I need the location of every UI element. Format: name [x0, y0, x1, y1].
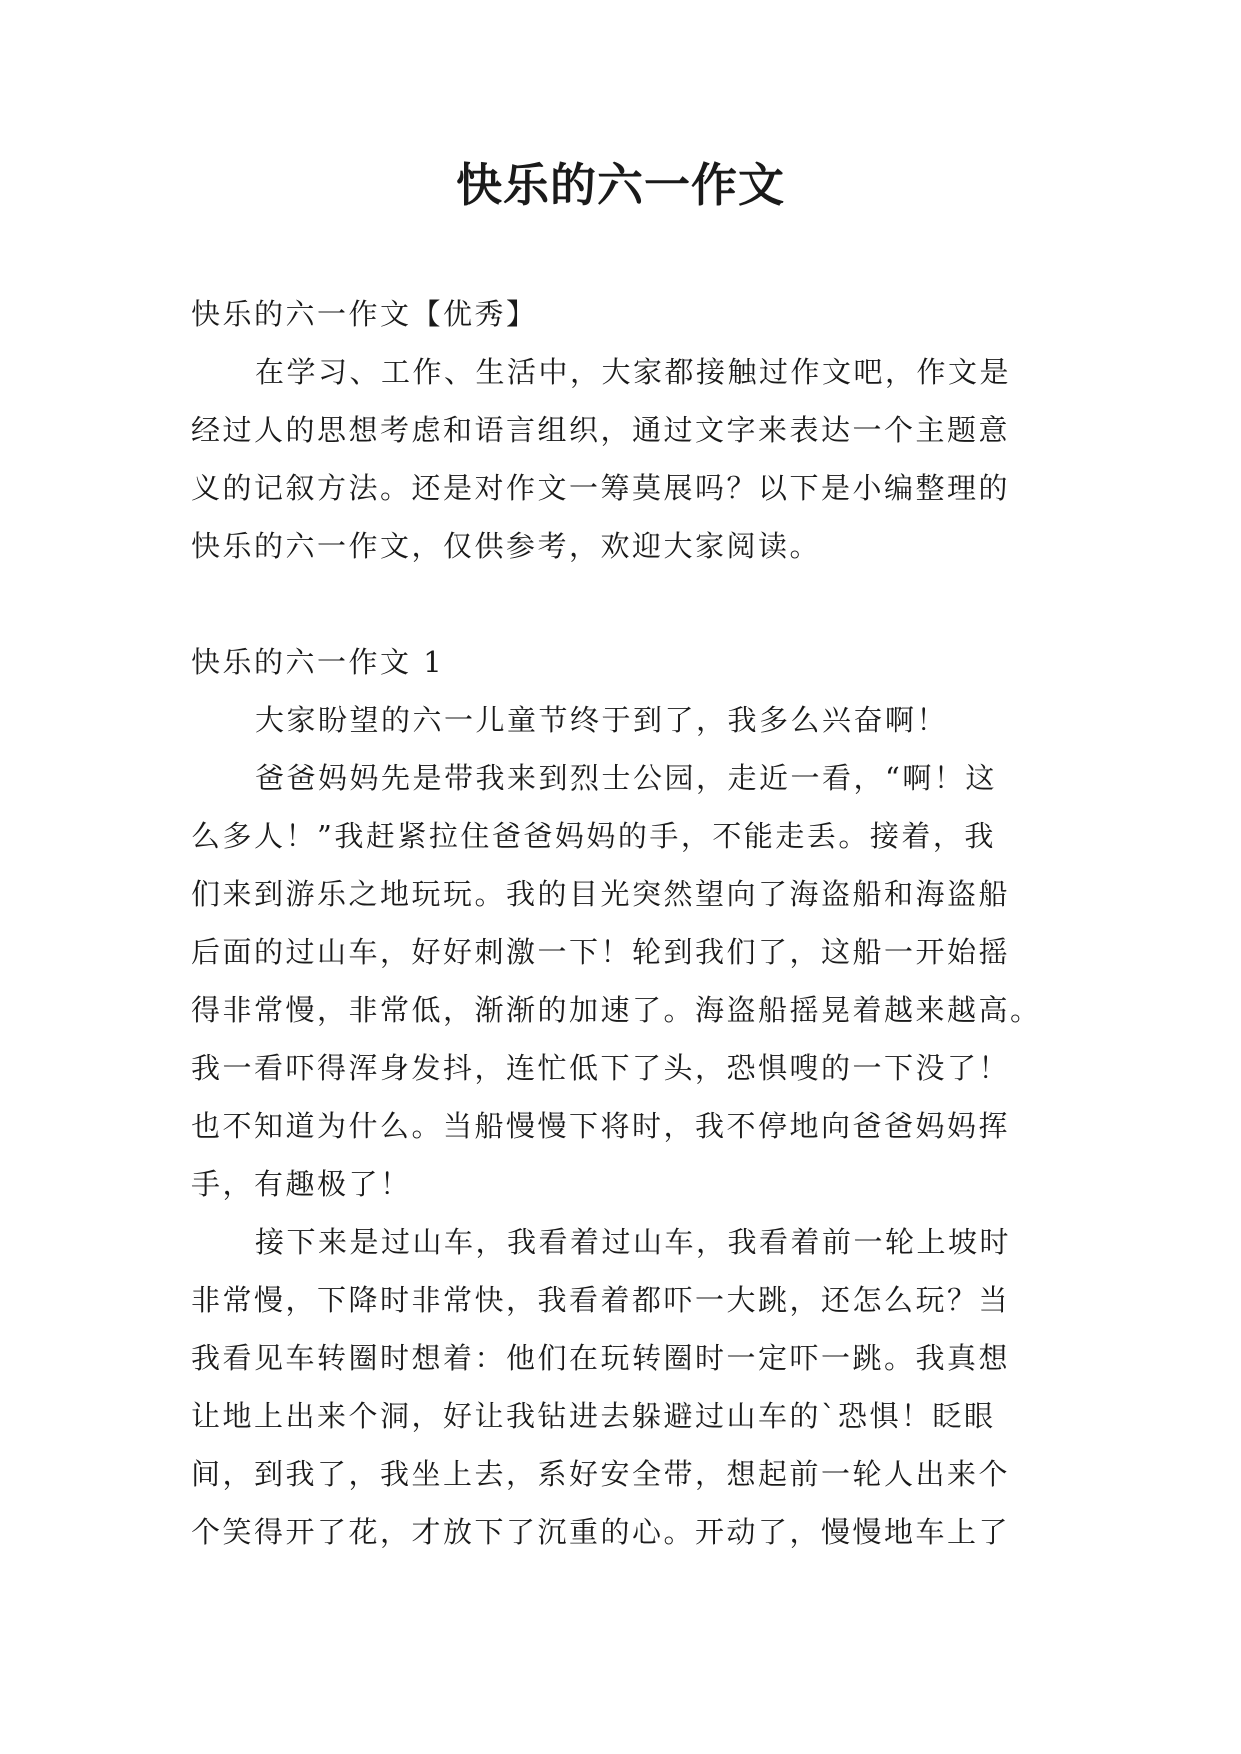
paragraph-line: 非常慢，下降时非常快，我看着都吓一大跳，还怎么玩？当: [191, 1283, 1011, 1317]
paragraph-line: 在学习、工作、生活中，大家都接触过作文吧，作文是: [255, 355, 1012, 389]
intro-paragraph: [191, 343, 1051, 575]
paragraph-line: 个笑得开了花，才放下了沉重的心。开动了，慢慢地车上了: [191, 1515, 1011, 1549]
paragraph-line: 爸爸妈妈先是带我来到烈士公园，走近一看，“啊！这: [255, 761, 997, 795]
section-spacer: [191, 575, 1051, 633]
paragraph-line: 经过人的思想考虑和语言组织，通过文字来表达一个主题意: [191, 413, 1011, 447]
document-body: [191, 285, 1051, 1561]
intro-heading: 快乐的六一作文【优秀】: [191, 297, 538, 331]
paragraph-line: 义的记叙方法。还是对作文一筹莫展吗？以下是小编整理的: [191, 471, 1011, 505]
paragraph-line: 我看见车转圈时想着：他们在玩转圈时一定吓一跳。我真想: [191, 1341, 1011, 1375]
paragraph-line: 接下来是过山车，我看着过山车，我看着前一轮上坡时: [255, 1225, 1012, 1259]
document-title: 快乐的六一作文: [456, 158, 785, 212]
paragraph-line: 快乐的六一作文，仅供参考，欢迎大家阅读。: [191, 529, 822, 563]
paragraph-line: 得非常慢，非常低，渐渐的加速了。海盗船摇晃着越来越高。: [191, 993, 1042, 1027]
paragraph-line: 也不知道为什么。当船慢慢下将时，我不停地向爸爸妈妈挥: [191, 1109, 1011, 1143]
essay-paragraph-2: [191, 749, 1051, 1213]
paragraph-line: 们来到游乐之地玩玩。我的目光突然望向了海盗船和海盗船: [191, 877, 1011, 911]
paragraph-line: 后面的过山车，好好刺激一下！轮到我们了，这船一开始摇: [191, 935, 1011, 969]
essay-paragraph-1: 大家盼望的六一儿童节终于到了，我多么兴奋啊！: [255, 703, 949, 737]
essay-paragraph-3: [191, 1213, 1051, 1561]
essay-heading: 快乐的六一作文 1: [191, 645, 445, 679]
paragraph-line: 间，到我了，我坐上去，系好安全带，想起前一轮人出来个: [191, 1457, 1011, 1491]
paragraph-line: 让地上出来个洞，好让我钻进去躲避过山车的`恐惧！眨眼: [191, 1399, 996, 1433]
paragraph-line: 我一看吓得浑身发抖，连忙低下了头，恐惧嗖的一下没了！: [191, 1051, 1011, 1085]
paragraph-line: 么多人！”我赶紧拉住爸爸妈妈的手，不能走丢。接着，我: [191, 819, 996, 853]
paragraph-line: 手，有趣极了！: [191, 1167, 412, 1201]
